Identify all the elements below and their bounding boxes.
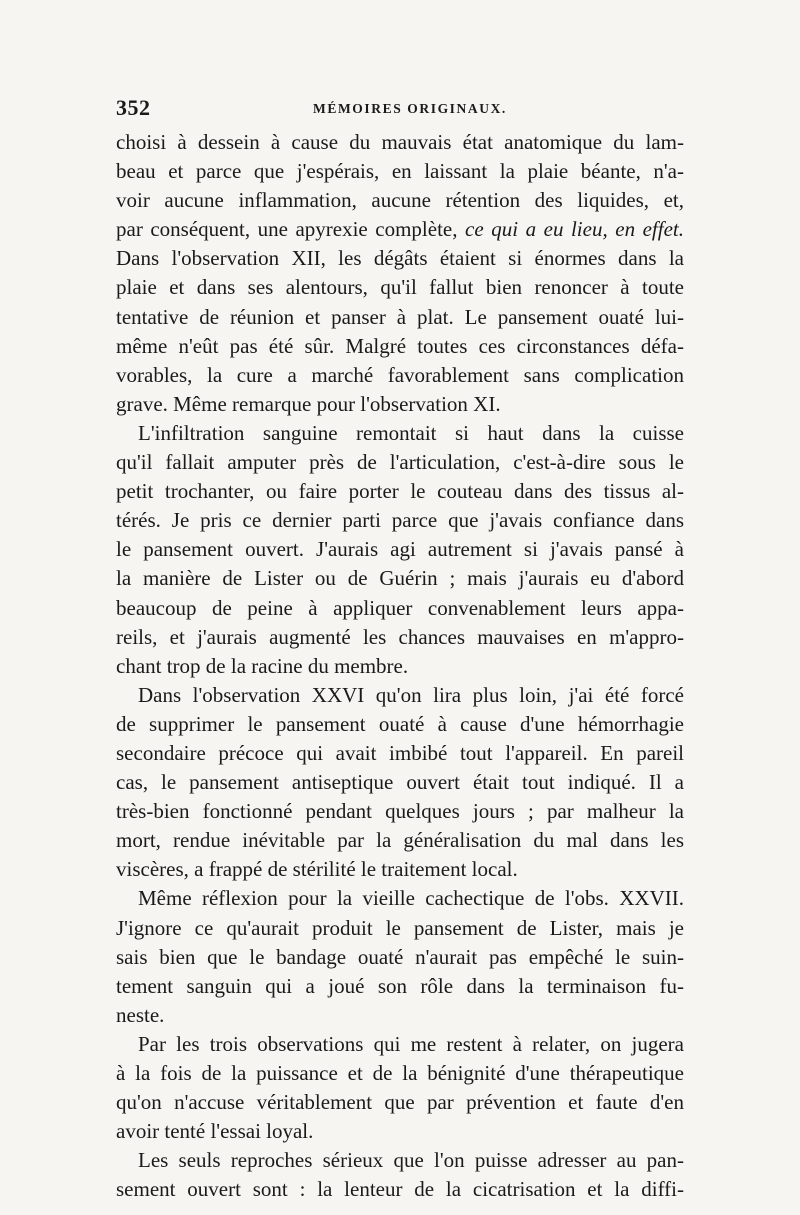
text-line: neste. — [116, 1002, 165, 1027]
text-line: vorables, la cure a marché favorablement sans complication — [116, 362, 684, 387]
text-line: Les seuls reproches sérieux que l'on puisse adresser au pan- — [138, 1148, 684, 1173]
text-line: sais bien que le bandage ouaté n'aurait pas empêché le suin- — [116, 944, 684, 969]
text-line: très-bien fonctionné pendant quelques jours ; par malheur la — [116, 799, 684, 824]
text-line: chant trop de la racine du membre. — [116, 653, 409, 678]
text-line: Dans l'observation XII, les dégâts étaient si énormes dans la — [116, 246, 684, 271]
text-line: beaucoup de peine à appliquer convenablement leurs appa- — [116, 595, 684, 620]
text-line: tentative de réunion et panser à plat. Le pansement ouaté lui- — [116, 304, 684, 329]
text-line: L'infiltration sanguine remontait si haut dans la cuisse — [138, 420, 684, 445]
text-line: qu'il fallait amputer près de l'articulation, c'est-à-dire sous le — [116, 450, 684, 475]
text-line: tement sanguin qui a joué son rôle dans la terminaison fu- — [116, 973, 684, 998]
text-line: viscères, a frappé de stérilité le traitement local. — [116, 857, 518, 882]
text-fragment: par conséquent, une apyrexie complète, — [116, 217, 458, 242]
text-line: sement ouvert sont : la lenteur de la cicatrisation et la diffi- — [116, 1177, 684, 1202]
text-line: la manière de Lister ou de Guérin ; mais j'aurais eu d'abord — [116, 566, 684, 591]
text-line: petit trochanter, ou faire porter le couteau dans des tissus al- — [116, 479, 684, 504]
text-line: de supprimer le pansement ouaté à cause d'une hémorrhagie — [116, 711, 684, 736]
body-text — [116, 128, 684, 1204]
page-header — [116, 95, 688, 121]
text-line: cas, le pansement antiseptique ouvert était tout indiqué. Il a — [116, 770, 684, 795]
text-line: même n'eût pas été sûr. Malgré toutes ces circonstances défa- — [116, 333, 684, 358]
running-head: MÉMOIRES ORIGINAUX. — [313, 101, 507, 116]
text-line: J'ignore ce qu'aurait produit le pansement de Lister, mais je — [116, 915, 684, 940]
text-line: plaie et dans ses alentours, qu'il fallut bien renoncer à toute — [116, 275, 684, 300]
text-line: choisi à dessein à cause du mauvais état anatomique du lam- — [116, 130, 684, 154]
text-line: qu'on n'accuse véritablement que par prévention et faute d'en — [116, 1090, 684, 1115]
text-line: grave. Même remarque pour l'observation XI. — [116, 391, 501, 416]
text-line: avoir tenté l'essai loyal. — [116, 1119, 314, 1144]
text-line: Même réflexion pour la vieille cachectique de l'obs. XXVII. — [138, 886, 684, 911]
italic-fragment: ce qui a eu lieu, en effet. — [465, 217, 684, 242]
text-line: secondaire précoce qui avait imbibé tout l'appareil. En pareil — [116, 740, 684, 765]
text-line — [116, 215, 684, 244]
text-line: à la fois de la puissance et de la bénignité d'une thérapeutique — [116, 1061, 684, 1085]
text-line: Dans l'observation XXVI qu'on lira plus loin, j'ai été forcé — [138, 682, 684, 707]
text-line: le pansement ouvert. J'aurais agi autrement si j'avais pansé à — [116, 537, 684, 562]
text-line: térés. Je pris ce dernier parti parce que j'avais confiance dans — [116, 508, 684, 533]
text-line: mort, rendue inévitable par la généralisation du mal dans les — [116, 828, 684, 853]
text-line: reils, et j'aurais augmenté les chances mauvaises en m'appro- — [116, 624, 684, 649]
text-line: Par les trois observations qui me restent à relater, on jugera — [138, 1031, 684, 1056]
page-number: 352 — [116, 95, 151, 120]
text-line: voir aucune inflammation, aucune rétention des liquides, et, — [116, 188, 684, 213]
text-line: beau et parce que j'espérais, en laissant la plaie béante, n'a- — [116, 159, 684, 184]
